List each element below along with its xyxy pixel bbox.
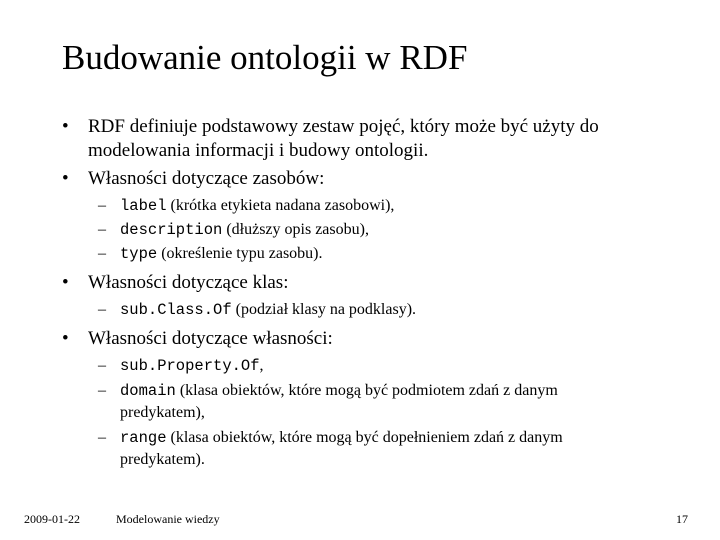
bullet-3-sub-1: [120, 299, 416, 321]
footer-page-number: 17: [676, 512, 688, 526]
bullet-4-sub-3-cont: predykatem).: [120, 451, 205, 468]
bullet-4-sub-3: [120, 427, 563, 449]
sub-text: (podział klasy na podklasy).: [231, 301, 417, 318]
bullet-4-sub-2: [120, 380, 558, 402]
slide-title: Budowanie ontologii w RDF: [62, 38, 468, 77]
code-subclassof: sub.Class.Of: [120, 301, 232, 319]
sub-text: (krótka etykieta nadana zasobowi),: [166, 197, 395, 214]
dash-marker: –: [98, 197, 106, 214]
bullet-1-line-1: RDF definiuje podstawowy zestaw pojęć, który może być użyty do: [88, 116, 599, 137]
code-subpropertyof: sub.Property.Of: [120, 357, 260, 375]
bullet-marker: •: [62, 272, 69, 293]
sub-text: (określenie typu zasobu).: [157, 245, 323, 262]
sub-text: (klasa obiektów, które mogą być podmiotem zdań z danym: [175, 382, 558, 399]
bullet-2-sub-2: [120, 219, 369, 241]
bullet-4-sub-2-cont: predykatem),: [120, 404, 205, 421]
dash-marker: –: [98, 382, 106, 399]
dash-marker: –: [98, 245, 106, 262]
code-label: label: [120, 197, 167, 215]
bullet-marker: •: [62, 168, 69, 189]
bullet-4: Własności dotyczące własności:: [88, 328, 333, 349]
bullet-marker: •: [62, 328, 69, 349]
sub-text: ,: [259, 357, 264, 374]
dash-marker: –: [98, 221, 106, 238]
code-description: description: [120, 221, 223, 239]
bullet-4-sub-1: [120, 355, 264, 377]
bullet-2-sub-1: [120, 195, 394, 217]
bullet-marker: •: [62, 116, 69, 137]
footer-course: Modelowanie wiedzy: [116, 512, 220, 526]
bullet-1-line-2: modelowania informacji i budowy ontologii.: [88, 140, 429, 161]
code-range: range: [120, 429, 167, 447]
code-type: type: [120, 245, 158, 263]
sub-text: (klasa obiektów, które mogą być dopełnieniem zdań z danym: [166, 429, 563, 446]
footer-date: 2009-01-22: [24, 512, 80, 526]
bullet-2: Własności dotyczące zasobów:: [88, 168, 325, 189]
bullet-2-sub-3: [120, 243, 323, 265]
dash-marker: –: [98, 357, 106, 374]
dash-marker: –: [98, 301, 106, 318]
sub-text: (dłuższy opis zasobu),: [222, 221, 369, 238]
code-domain: domain: [120, 382, 176, 400]
dash-marker: –: [98, 429, 106, 446]
bullet-3: Własności dotyczące klas:: [88, 272, 289, 293]
